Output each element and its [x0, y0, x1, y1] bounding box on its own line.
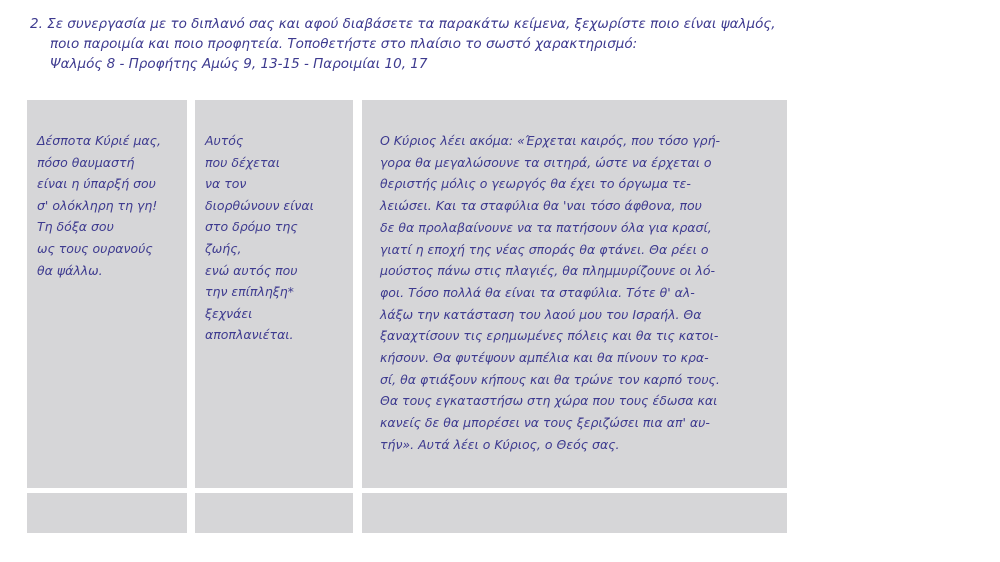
answer-box-3[interactable] — [362, 493, 787, 533]
text-line: ξεχνάει — [205, 305, 253, 321]
text-line: μούστος πάνω στις πλαγιές, θα πλημμυρίζουνε οι λό- — [380, 263, 716, 279]
text-line: γορα θα μεγαλώσουνε τα σιτηρά, ώστε να έρχεται ο — [380, 154, 712, 170]
text-box-psalm — [27, 100, 187, 488]
text-line: ξαναχτίσουν τις ερημωμένες πόλεις και θα τις κατοι- — [380, 328, 719, 344]
text-line: φοι. Τόσο πολλά θα είναι τα σταφύλια. Τότε θ' αλ- — [380, 284, 695, 300]
text-line: θα ψάλλω. — [37, 262, 103, 278]
text-line: τήν». Αυτά λέει ο Κύριος, ο Θεός σας. — [380, 436, 620, 452]
text-line: Θα τους εγκαταστήσω στη χώρα που τους έδωσα και — [380, 393, 718, 409]
text-line: που δέχεται — [205, 154, 280, 170]
text-line: στο δρόμο της — [205, 219, 298, 235]
text-line: ως τους ουρανούς — [37, 240, 153, 256]
text-line: την επίπληξη* — [205, 284, 294, 300]
text-line: γιατί η εποχή της νέας σποράς θα φτάνει. Θα ρέει ο — [380, 241, 709, 257]
instruction-line-3: Ψαλμός 8 - Προφήτης Αμώς 9, 13-15 - Παροιμίαι 10, 17 — [50, 56, 428, 72]
text-line: να τον — [205, 176, 247, 192]
text-line: σί, θα φτιάξουν κήπους και θα τρώνε τον καρπό τους. — [380, 371, 720, 387]
text-line: θεριστής μόλις ο γεωργός θα έχει το όργωμα τε- — [380, 176, 691, 192]
answer-box-2[interactable] — [195, 493, 353, 533]
text-line: σ' ολόκληρη τη γη! — [37, 197, 158, 213]
text-line: Τη δόξα σου — [37, 219, 114, 235]
answer-box-1[interactable] — [27, 493, 187, 533]
text-line: λειώσει. Και τα σταφύλια θα 'ναι τόσο άφθονα, που — [380, 198, 702, 214]
text-line: είναι η ύπαρξή σου — [37, 176, 156, 192]
exercise-instructions — [30, 14, 790, 74]
text-line: δε θα προλαβαίνουνε να τα πατήσουν όλα για κρασί, — [380, 219, 712, 235]
text-line: Ο Κύριος λέει ακόμα: «Έρχεται καιρός, που τόσο γρή- — [380, 133, 721, 148]
text-line: πόσο θαυμαστή — [37, 154, 135, 170]
text-line: Δέσποτα Κύριέ μας, — [37, 133, 161, 148]
text-line: κήσουν. Θα φυτέψουν αμπέλια και θα πίνουν το κρα- — [380, 350, 709, 366]
text-box-proverb — [195, 100, 353, 488]
text-line: ζωής, — [205, 240, 242, 256]
text-line: αποπλανιέται. — [205, 327, 294, 343]
text-line: ενώ αυτός που — [205, 262, 298, 278]
text-line: Αυτός — [205, 133, 244, 148]
text-line: λάξω την κατάσταση του λαού μου του Ισραήλ. Θα — [380, 306, 702, 322]
text-box-2-content — [195, 100, 353, 346]
text-box-1-content — [27, 100, 187, 281]
instruction-line-1: 2. Σε συνεργασία με το διπλανό σας και αφού διαβάσετε τα παρακάτω κείμενα, ξεχωρίστε ποιο είναι ψαλμός, — [30, 16, 776, 32]
instruction-line-2: ποιο παροιμία και ποιο προφητεία. Τοποθετήστε στο πλαίσιο το σωστό χαρακτηρισμό: — [50, 36, 638, 52]
text-box-3-content — [362, 100, 787, 456]
text-line: κανείς δε θα μπορέσει να τους ξεριζώσει πια απ' αυ- — [380, 415, 710, 431]
text-box-prophecy — [362, 100, 787, 488]
text-line: διορθώνουν είναι — [205, 197, 314, 213]
